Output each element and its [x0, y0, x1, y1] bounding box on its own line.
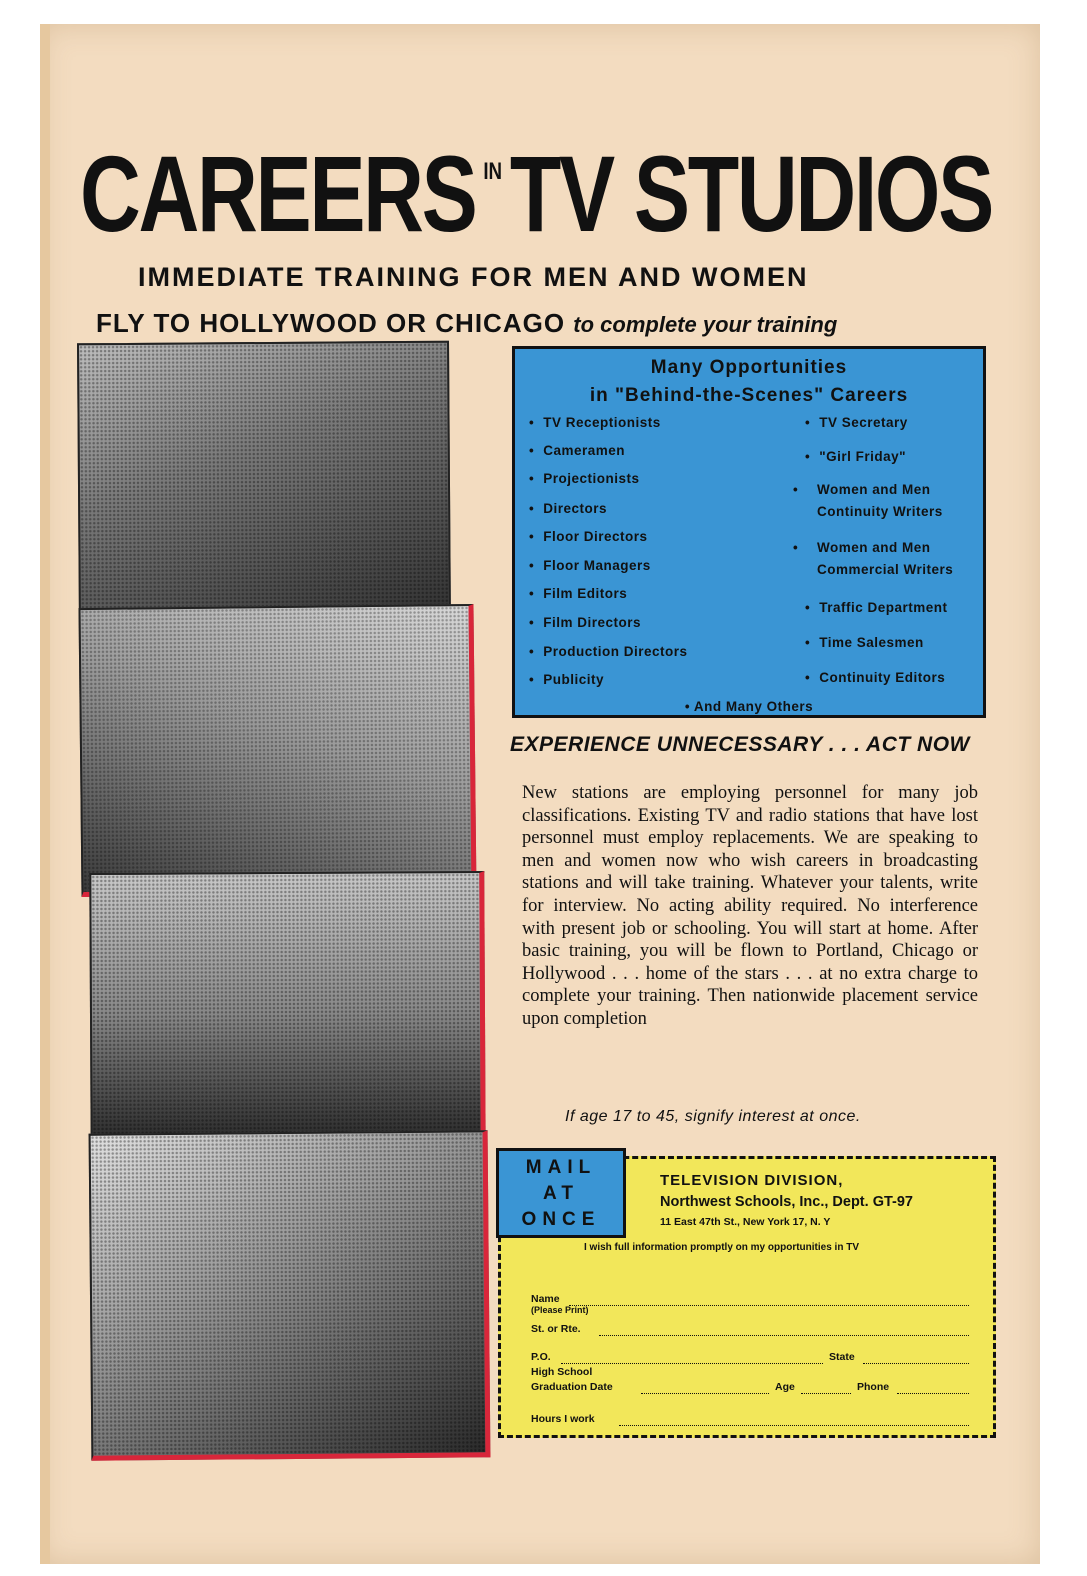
- career-list-right: [805, 415, 985, 695]
- opportunities-heading: Many Opportunities: [650, 357, 848, 378]
- once-word: ONCE: [521, 1209, 601, 1230]
- graduation-date-label: Graduation Date: [531, 1381, 613, 1393]
- state-label: State: [829, 1351, 855, 1363]
- photo-camera-set: [89, 871, 485, 1158]
- photo-projectionist: [89, 1130, 491, 1460]
- photo-control-room: [78, 604, 476, 897]
- career-list-left: [529, 415, 779, 695]
- high-school-label: High School: [531, 1366, 593, 1378]
- fly-line: [96, 308, 837, 339]
- phone-label: Phone: [857, 1381, 890, 1393]
- graduation-date-line[interactable]: [641, 1393, 769, 1394]
- info-request: I wish full information promptly on my opportunities in TV: [584, 1242, 859, 1253]
- age-line[interactable]: [801, 1393, 851, 1394]
- list-item: • Traffic Department: [805, 600, 948, 615]
- at-word: AT: [543, 1183, 579, 1204]
- street-line[interactable]: [599, 1335, 969, 1336]
- age-note: If age 17 to 45, signify interest at once.: [565, 1108, 861, 1125]
- opportunities-box: [512, 346, 986, 718]
- list-item: • Floor Directors: [529, 529, 648, 544]
- please-print-label: (Please Print): [531, 1305, 589, 1315]
- list-item: • Women and Men Continuity Writers: [805, 479, 967, 523]
- list-item: • Publicity: [529, 672, 604, 687]
- opportunities-subheading: in "Behind-the-Scenes" Careers: [589, 385, 909, 406]
- subtitle: IMMEDIATE TRAINING FOR MEN AND WOMEN: [138, 262, 809, 292]
- fly-line-italic: to complete your training: [573, 312, 838, 337]
- school-address: 11 East 47th St., New York 17, N. Y: [660, 1216, 831, 1228]
- list-item: • Production Directors: [529, 644, 688, 659]
- po-label: P.O.: [531, 1351, 551, 1363]
- mail-word: MAIL: [525, 1157, 597, 1178]
- page-title: [80, 133, 992, 254]
- list-item: • Floor Managers: [529, 558, 651, 573]
- po-line[interactable]: [561, 1363, 823, 1364]
- hours-line[interactable]: [619, 1425, 969, 1426]
- title-careers: CAREERS: [80, 133, 476, 254]
- list-item: • Film Editors: [529, 586, 627, 601]
- mail-at-once-badge: [496, 1148, 626, 1238]
- name-label: Name: [531, 1293, 560, 1305]
- list-item: • Directors: [529, 501, 607, 516]
- list-item: • Film Directors: [529, 615, 641, 630]
- title-tv-studios: TV STUDIOS: [509, 133, 992, 254]
- name-line[interactable]: [569, 1305, 969, 1306]
- list-item: • Continuity Editors: [805, 670, 945, 685]
- school-name: Northwest Schools, Inc., Dept. GT-97: [660, 1194, 913, 1210]
- experience-heading: EXPERIENCE UNNECESSARY . . . ACT NOW: [510, 733, 970, 756]
- and-many-others: • And Many Others: [684, 699, 814, 714]
- title-in: IN: [483, 158, 503, 185]
- list-item: • Cameramen: [529, 443, 625, 458]
- fly-line-bold: FLY TO HOLLYWOOD OR CHICAGO: [96, 308, 566, 338]
- ad-body-text: New stations are employing personnel for many job classifications. Existing TV and radio stations that have lost personnel must employ replacements. We are speaking to men and women now who wish careers in broadcasting stations and will take training. Whatever your talents, write for interview. No acting ability required. No interference with present job or schooling. You will start at home. After basic training, you will be flown to Portland, Chicago or Hollywood . . . home of the stars . . . at no extra charge to complete your training. Then nationwide placement service upon completion: [522, 783, 978, 1029]
- list-item: • TV Secretary: [805, 415, 908, 430]
- list-item: • "Girl Friday": [805, 449, 906, 464]
- others-label: And Many Others: [693, 699, 814, 714]
- photo-studio-crowd: [77, 341, 451, 630]
- list-item: • TV Receptionists: [529, 415, 661, 430]
- list-item: • Women and Men Commercial Writers: [805, 537, 967, 581]
- hours-label: Hours I work: [531, 1413, 595, 1425]
- state-line[interactable]: [863, 1363, 969, 1364]
- age-label: Age: [775, 1381, 795, 1393]
- street-label: St. or Rte.: [531, 1323, 581, 1335]
- television-division: TELEVISION DIVISION,: [660, 1172, 844, 1189]
- list-item: • Time Salesmen: [805, 635, 924, 650]
- phone-line[interactable]: [897, 1393, 969, 1394]
- page-edge: [40, 24, 50, 1564]
- list-item: • Projectionists: [529, 471, 640, 486]
